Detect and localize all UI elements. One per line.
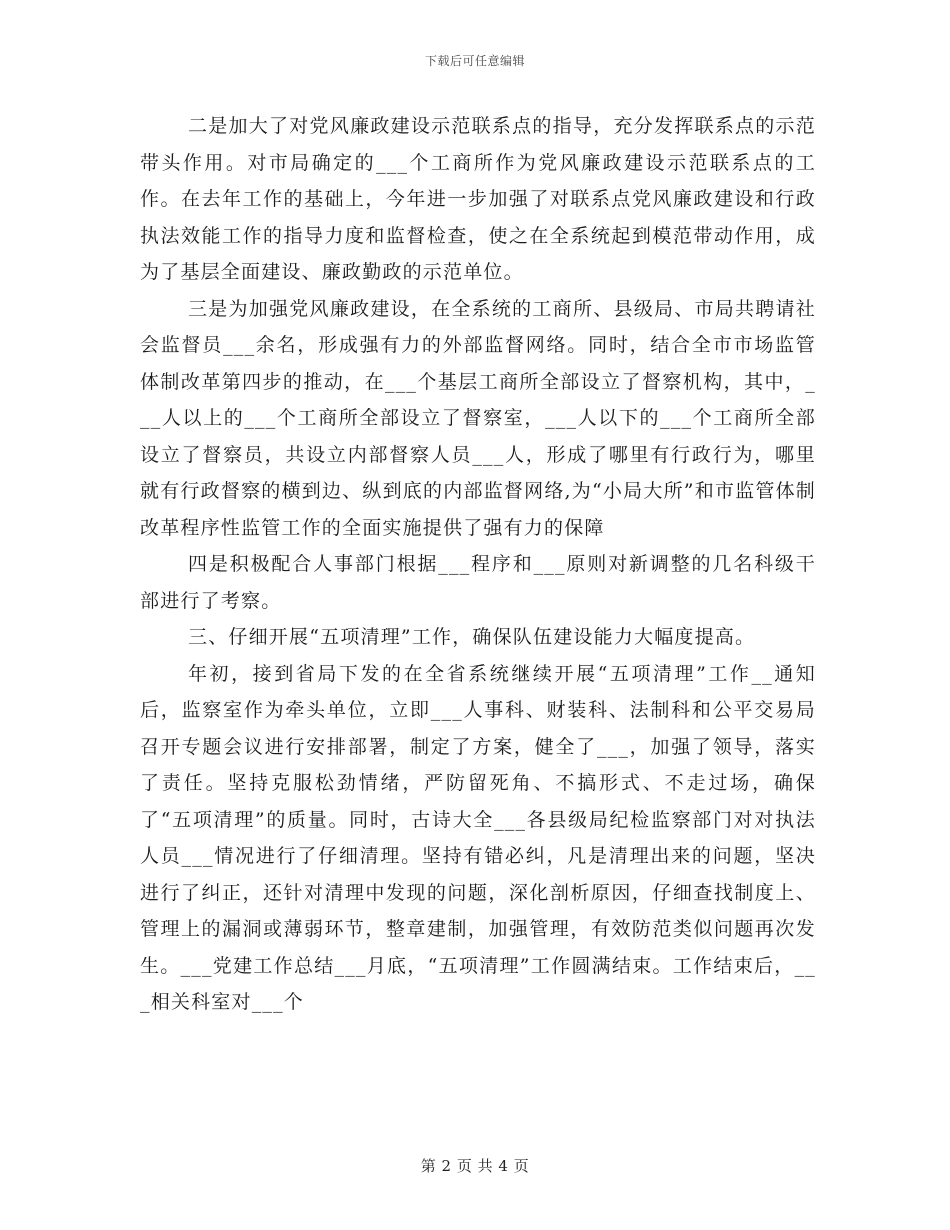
paragraph-supervision-network: 三是为加强党风廉政建设，在全系统的工商所、县级局、市局共聘请社会监督员___余名，形成强有力的外部监督网络。同时，结合全市市场监管体制改革第四步的推动，在___个基层工商所全部设立了督察机构，其中，___人以上的___个工商所全部设立了督察室，___人以下的___个工商所全部设立了督察员，共设立内部督察人员___人，形成了哪里有行政行为，哪里就有行政督察的横到边、纵到底的内部监督网络,为“小局大所”和市监管体制改革程序性监管工作的全面实施提供了强有力的保障 [140, 297, 816, 539]
paragraph-party-guidance: 二是加大了对党风廉政建设示范联系点的指导，充分发挥联系点的示范带头作用。对市局确定的___个工商所作为党风廉政建设示范联系点的工作。在去年工作的基础上，今年进一步加强了对联系点党风廉政建设和行政执法效能工作的指导力度和监督检查，使之在全系统起到模范带动作用，成为了基层全面建设、廉政勤政的示范单位。 [140, 115, 816, 283]
paragraph-five-cleanups-work: 年初，接到省局下发的在全省系统继续开展“五项清理”工作__通知后，监察室作为牵头单位，立即___人事科、财装科、法制科和公平交易局召开专题会议进行安排部署，制定了方案，健全了___，加强了领导，落实了责任。坚持克服松劲情绪，严防留死角、不搞形式、不走过场，确保了“五项清理”的质量。同时，古诗大全___各县级局纪检监察部门对对执法人员___情况进行了仔细清理。坚持有错必纠，凡是清理出来的问题，坚决进行了纠正，还针对清理中发现的问题，深化剖析原因，仔细查找制度上、管理上的漏洞或薄弱环节，整章建制，加强管理，有效防范类似问题再次发生。___党建工作总结___月底，“五项清理”工作圆满结束。工作结束后，___相关科室对___个 [140, 662, 816, 1013]
document-body [140, 108, 816, 1021]
section-heading-five-cleanups: 三、仔细开展“五项清理”工作，确保队伍建设能力大幅度提高。 [188, 626, 756, 648]
paragraph-cadre-review: 四是积极配合人事部门根据___程序和___原则对新调整的几名科级干部进行了考察。 [140, 553, 816, 612]
page-number: 第 2 页 共 4 页 [420, 1157, 530, 1175]
page-header-note: 下载后可任意编辑 [424, 54, 525, 68]
